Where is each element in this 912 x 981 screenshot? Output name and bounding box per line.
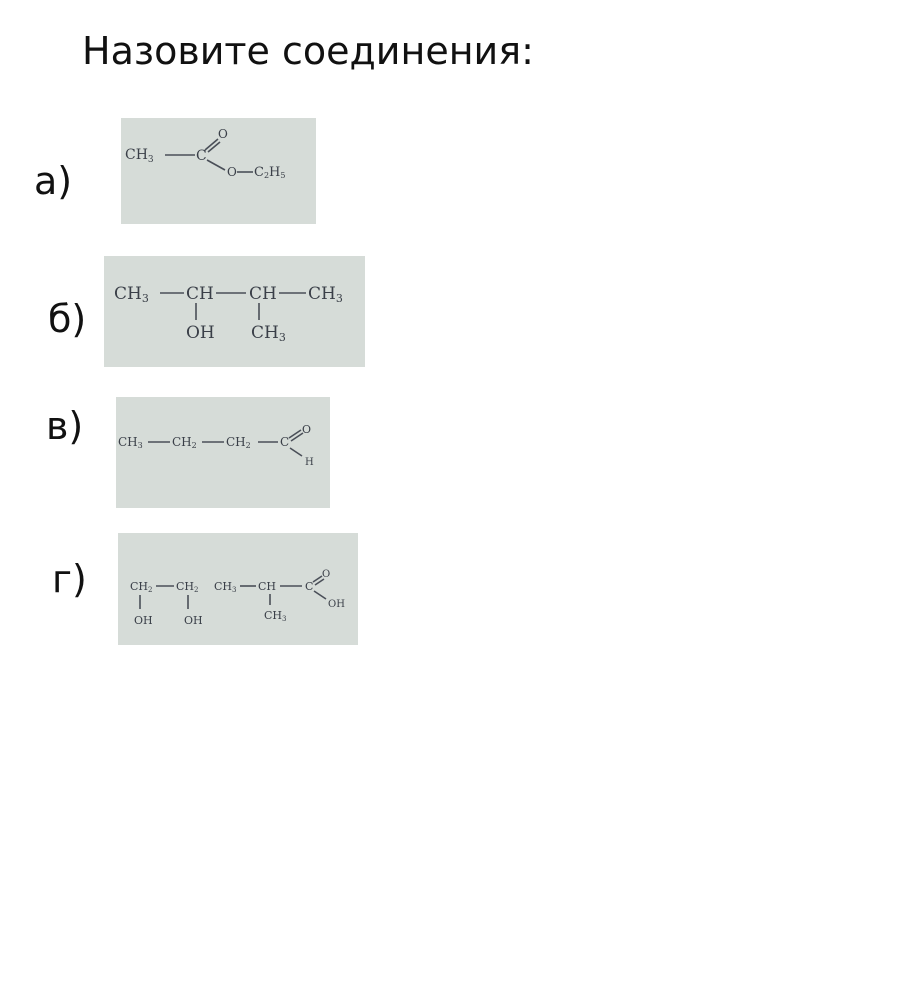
svg-text:CH: CH	[186, 284, 214, 304]
item-label-b: б)	[48, 297, 87, 341]
svg-text:CH: CH	[249, 284, 277, 304]
formula-a	[121, 118, 316, 224]
svg-text:CH3: $CH_3$	[125, 147, 154, 165]
svg-text:CH3: CH3	[264, 609, 287, 623]
svg-text:CH3: CH3	[251, 323, 286, 344]
svg-text:C: C	[196, 148, 207, 164]
svg-text:H: H	[305, 457, 314, 468]
page-title: Назовите соединения:	[82, 29, 534, 73]
formula-b	[104, 256, 365, 367]
svg-text:CH2: CH2	[172, 435, 197, 450]
svg-text:CH2: CH2	[226, 435, 251, 450]
formula-image-g	[118, 533, 358, 645]
svg-text:O: O	[227, 165, 237, 179]
svg-text:OH: OH	[134, 614, 153, 627]
svg-text:CH3: CH3	[308, 284, 343, 305]
svg-text:O: O	[218, 127, 228, 141]
svg-text:C: C	[280, 435, 290, 449]
item-label-a: а)	[34, 159, 73, 203]
item-label-g: г)	[52, 557, 87, 601]
svg-text:CH3: CH3	[114, 284, 149, 305]
svg-text:OH: OH	[184, 614, 203, 627]
formula-image-b	[104, 256, 365, 367]
formula-image-v	[116, 397, 330, 508]
svg-text:CH2: CH2	[176, 580, 199, 594]
svg-text:C: C	[305, 580, 314, 593]
svg-text:C2H5: C2H5	[254, 165, 286, 180]
svg-text:CH: CH	[258, 580, 277, 593]
item-label-v: в)	[46, 404, 84, 448]
formula-v	[116, 397, 330, 508]
svg-text:OH: OH	[328, 599, 345, 610]
svg-text:CH3: CH3	[214, 580, 237, 594]
svg-text:CH3: CH3	[118, 435, 143, 450]
formula-g	[118, 533, 358, 645]
svg-text:CH2: CH2	[130, 580, 153, 594]
svg-text:O: O	[322, 569, 331, 580]
formula-image-a	[121, 118, 316, 224]
svg-text:O: O	[302, 423, 312, 436]
svg-text:OH: OH	[186, 323, 215, 343]
